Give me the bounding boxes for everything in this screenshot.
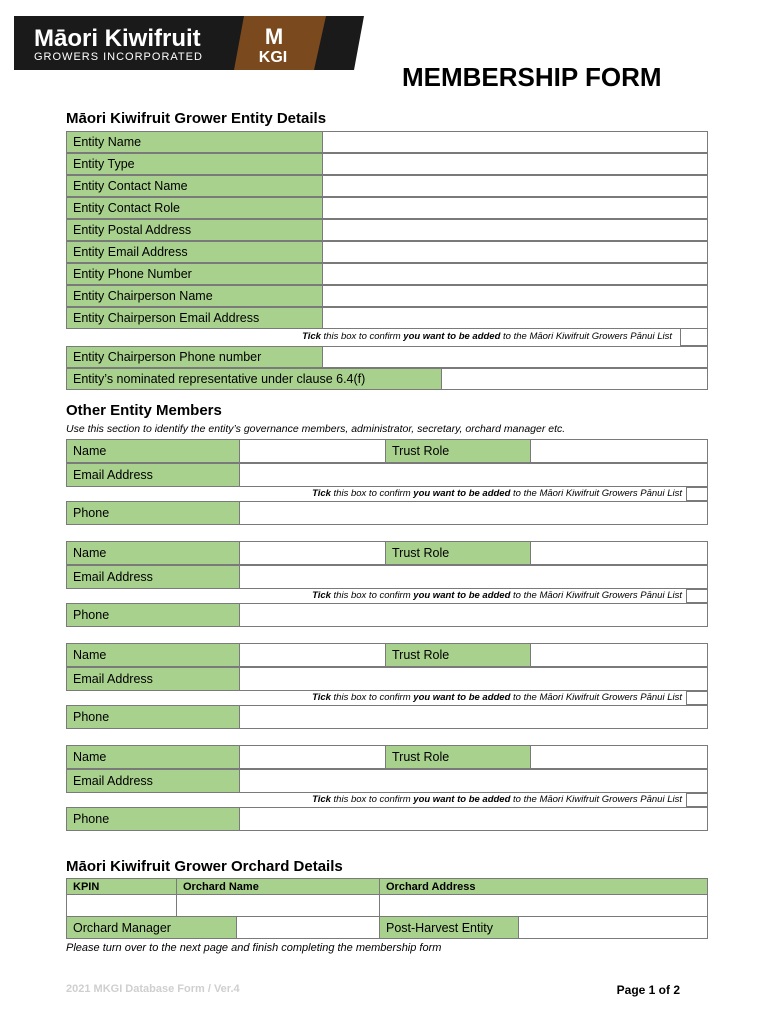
footer-version: 2021 MKGI Database Form / Ver.4	[66, 983, 240, 995]
entity-chairperson-name-input[interactable]	[322, 285, 708, 307]
member-2-phone-label: Phone	[66, 603, 240, 627]
orchard-manager-input[interactable]	[236, 916, 380, 939]
member-3-phone-input[interactable]	[239, 705, 708, 729]
entity-email-address-label: Entity Email Address	[66, 241, 323, 263]
member-1-email-input[interactable]	[239, 463, 708, 487]
member-2-panui-checkbox[interactable]	[686, 589, 708, 603]
kpin-header: KPIN	[66, 878, 177, 895]
member-3-email-label: Email Address	[66, 667, 240, 691]
entity-section-title: Māori Kiwifruit Grower Entity Details	[66, 110, 327, 127]
nominated-representative-label: Entity’s nominated representative under clause 6.4(f)	[66, 368, 442, 390]
member-2-trust-role-label: Trust Role	[385, 541, 531, 565]
member-3-email-input[interactable]	[239, 667, 708, 691]
entity-contact-name-input[interactable]	[322, 175, 708, 197]
entity-type-input[interactable]	[322, 153, 708, 175]
member-3-name-input[interactable]	[239, 643, 386, 667]
orchard-address-input[interactable]	[379, 894, 708, 917]
member-3-trust-role-label: Trust Role	[385, 643, 531, 667]
entity-name-label: Entity Name	[66, 131, 323, 153]
nominated-representative-input[interactable]	[441, 368, 708, 390]
logo-main: Māori Kiwifruit	[34, 25, 201, 52]
orchard-section-title: Māori Kiwifruit Grower Orchard Details	[66, 858, 343, 875]
member-3-panui-checkbox[interactable]	[686, 691, 708, 705]
entity-postal-address-input[interactable]	[322, 219, 708, 241]
member-2-phone-input[interactable]	[239, 603, 708, 627]
members-section-title: Other Entity Members	[66, 402, 222, 419]
member-1-tick-text: Tick this box to confirm you want to be added to the Māori Kiwifruit Growers Pānui List	[312, 488, 682, 499]
member-2-email-input[interactable]	[239, 565, 708, 589]
entity-postal-address-label: Entity Postal Address	[66, 219, 323, 241]
entity-chairperson-email-input[interactable]	[322, 307, 708, 329]
member-2-name-label: Name	[66, 541, 240, 565]
entity-type-label: Entity Type	[66, 153, 323, 175]
entity-contact-role-input[interactable]	[322, 197, 708, 219]
orchard-address-header: Orchard Address	[379, 878, 708, 895]
member-2-name-input[interactable]	[239, 541, 386, 565]
member-4-tick-text: Tick this box to confirm you want to be added to the Māori Kiwifruit Growers Pānui List	[312, 794, 682, 805]
badge-bottom: KGI	[258, 49, 288, 66]
entity-panui-checkbox[interactable]	[680, 328, 708, 346]
kpin-input[interactable]	[66, 894, 177, 917]
member-3-name-label: Name	[66, 643, 240, 667]
member-3-phone-label: Phone	[66, 705, 240, 729]
orchard-name-header: Orchard Name	[176, 878, 380, 895]
post-harvest-input[interactable]	[518, 916, 708, 939]
entity-chairperson-phone-input[interactable]	[322, 346, 708, 368]
member-3-trust-role-input[interactable]	[530, 643, 708, 667]
member-1-name-label: Name	[66, 439, 240, 463]
member-4-phone-label: Phone	[66, 807, 240, 831]
entity-tick-text: Tick this box to confirm you want to be added to the Māori Kiwifruit Growers Pānui List	[302, 331, 672, 342]
logo-sub: GROWERS INCORPORATED	[34, 51, 203, 63]
form-title: MEMBERSHIP FORM	[402, 62, 662, 92]
member-1-trust-role-label: Trust Role	[385, 439, 531, 463]
entity-chairperson-name-label: Entity Chairperson Name	[66, 285, 323, 307]
badge-top: M	[264, 24, 284, 49]
member-1-panui-checkbox[interactable]	[686, 487, 708, 501]
member-3-tick-text: Tick this box to confirm you want to be added to the Māori Kiwifruit Growers Pānui List	[312, 692, 682, 703]
entity-contact-role-label: Entity Contact Role	[66, 197, 323, 219]
entity-chairperson-phone-label: Entity Chairperson Phone number	[66, 346, 323, 368]
entity-chairperson-email-label: Entity Chairperson Email Address	[66, 307, 323, 329]
member-1-phone-label: Phone	[66, 501, 240, 525]
member-4-email-input[interactable]	[239, 769, 708, 793]
entity-phone-number-input[interactable]	[322, 263, 708, 285]
member-4-trust-role-input[interactable]	[530, 745, 708, 769]
footer-page-number: Page 1 of 2	[616, 983, 680, 997]
member-4-trust-role-label: Trust Role	[385, 745, 531, 769]
member-4-phone-input[interactable]	[239, 807, 708, 831]
member-1-name-input[interactable]	[239, 439, 386, 463]
member-1-email-label: Email Address	[66, 463, 240, 487]
header-banner	[14, 16, 364, 70]
entity-name-input[interactable]	[322, 131, 708, 153]
orchard-name-input[interactable]	[176, 894, 380, 917]
member-1-trust-role-input[interactable]	[530, 439, 708, 463]
member-4-panui-checkbox[interactable]	[686, 793, 708, 807]
member-2-tick-text: Tick this box to confirm you want to be added to the Māori Kiwifruit Growers Pānui List	[312, 590, 682, 601]
orchard-manager-label: Orchard Manager	[66, 916, 237, 939]
turn-over-note: Please turn over to the next page and finish completing the membership form	[66, 942, 442, 954]
member-4-name-label: Name	[66, 745, 240, 769]
entity-contact-name-label: Entity Contact Name	[66, 175, 323, 197]
member-4-email-label: Email Address	[66, 769, 240, 793]
member-2-email-label: Email Address	[66, 565, 240, 589]
entity-email-address-input[interactable]	[322, 241, 708, 263]
entity-phone-number-label: Entity Phone Number	[66, 263, 323, 285]
post-harvest-label: Post-Harvest Entity	[379, 916, 519, 939]
members-section-subtitle: Use this section to identify the entity’s governance members, administrator, secretary, orchard manager etc.	[66, 423, 566, 435]
member-4-name-input[interactable]	[239, 745, 386, 769]
member-2-trust-role-input[interactable]	[530, 541, 708, 565]
member-1-phone-input[interactable]	[239, 501, 708, 525]
